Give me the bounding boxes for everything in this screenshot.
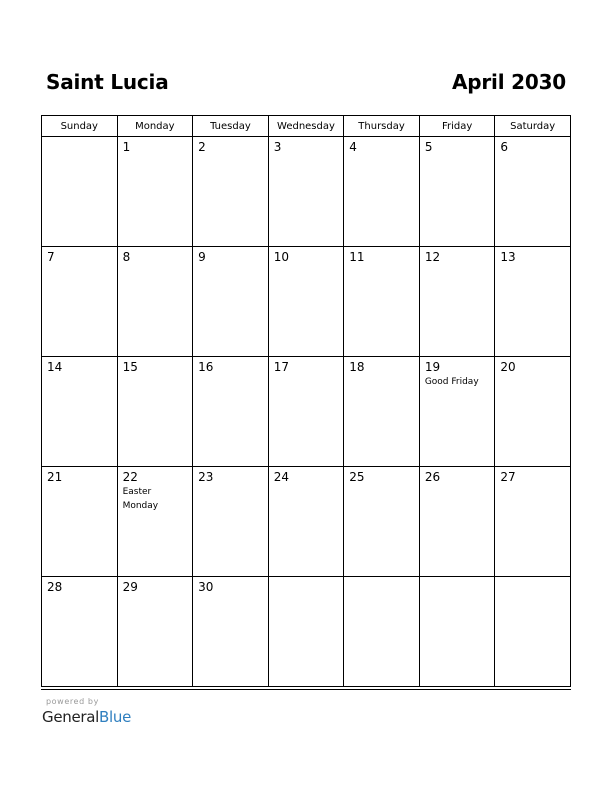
day-number: 13 [500,250,516,264]
day-number: 14 [47,360,63,374]
day-number: 7 [47,250,55,264]
day-number: 6 [500,140,509,154]
day-number [269,577,344,581]
day-cell [117,247,193,357]
day-number: 11 [349,250,365,264]
day-cell [495,137,571,247]
day-number: 2 [198,140,206,154]
day-number: 5 [424,140,433,154]
day-number: 10 [273,250,289,264]
country-title: Saint Lucia [46,70,169,94]
day-cell [419,577,495,687]
weekday-header: Friday [419,116,495,137]
weekday-header: Monday [117,116,193,137]
day-number: 23 [198,470,214,484]
day-cell [419,467,495,577]
powered-by-label: powered by [46,697,99,706]
footer-divider [41,689,571,690]
day-cell [344,357,420,467]
day-cell [117,357,193,467]
week-row [42,467,571,577]
weekday-header: Saturday [495,116,571,137]
day-number: 4 [349,140,357,154]
day-cell [344,577,420,687]
week-row [42,577,571,687]
day-number: 28 [47,580,63,594]
weekday-header: Sunday [42,116,118,137]
day-number: 8 [122,250,131,264]
brand-logo[interactable] [42,708,131,726]
day-number: 12 [424,250,441,264]
day-cell [344,467,420,577]
brand-general-text: General [42,708,100,726]
day-number: 22 [122,470,138,484]
week-row [42,247,571,357]
day-cell [42,357,118,467]
day-number: 9 [198,250,206,264]
day-number [420,577,495,581]
day-number: 27 [500,470,516,484]
day-cell [344,247,420,357]
day-cell [495,247,571,357]
weekday-header-row [42,116,571,137]
brand-blue-text: Blue [99,708,132,726]
day-cell [419,247,495,357]
week-row [42,137,571,247]
day-cell [193,357,269,467]
day-number: 29 [122,580,138,594]
calendar-grid [41,115,571,687]
day-cell [193,577,269,687]
day-number: 26 [424,470,441,484]
day-cell [268,137,344,247]
day-number: 16 [198,360,214,374]
weekday-header: Wednesday [268,116,344,137]
holiday-label: Good Friday [424,377,479,387]
day-cell [193,137,269,247]
day-cell [193,467,269,577]
day-cell [495,467,571,577]
day-cell [419,357,495,467]
weekday-header: Thursday [344,116,420,137]
day-number: 19 [424,360,441,374]
holiday-label: Easter Monday [122,487,159,511]
day-number: 3 [273,140,282,154]
day-number: 20 [500,360,516,374]
day-cell [268,357,344,467]
weekday-header: Tuesday [193,116,269,137]
day-number: 1 [122,140,131,154]
day-number: 17 [273,360,289,374]
day-cell [344,137,420,247]
month-year-title: April 2030 [452,70,566,94]
day-number: 15 [122,360,138,374]
day-cell [117,467,193,577]
day-cell [268,577,344,687]
day-cell [42,247,118,357]
day-cell [42,467,118,577]
day-cell [419,137,495,247]
day-number: 18 [349,360,365,374]
week-row [42,357,571,467]
day-cell [268,247,344,357]
day-number: 30 [198,580,214,594]
day-number: 21 [47,470,63,484]
day-number: 24 [273,470,289,484]
day-cell [495,357,571,467]
day-number [495,577,570,581]
day-cell [495,577,571,687]
day-cell [193,247,269,357]
day-number [344,577,419,581]
day-cell [42,577,118,687]
day-cell [117,137,193,247]
day-cell [268,467,344,577]
day-cell [42,137,118,247]
day-number: 25 [349,470,365,484]
day-cell [117,577,193,687]
day-number [42,137,117,141]
